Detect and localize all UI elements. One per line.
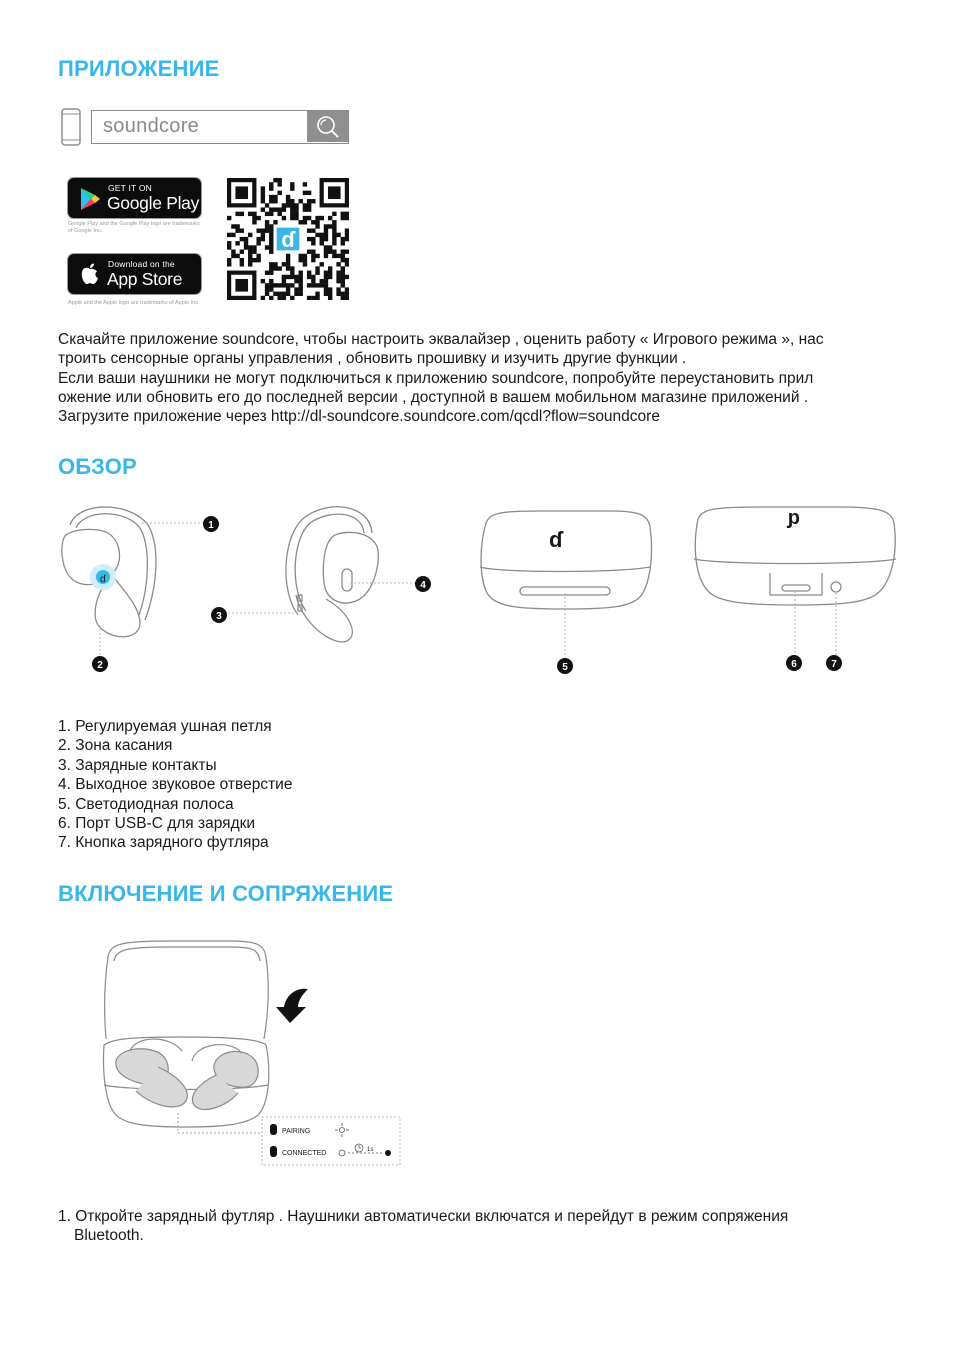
callout-3: 3 — [216, 611, 222, 622]
search-icon — [307, 111, 348, 142]
app-text-line: ожение или обновить его до последней версии , доступной в вашем мобильном магазине приложений . — [58, 388, 809, 406]
section-title-app: ПРИЛОЖЕНИЕ — [58, 56, 220, 81]
soundcore-logo-icon: ɗ — [281, 227, 295, 252]
google-trademark-note: Google Play and the Google Play logo are trademarks of Google Inc. — [68, 221, 200, 234]
step-text-line: Bluetooth. — [74, 1227, 144, 1245]
callout-6: 6 — [791, 659, 797, 670]
list-item: 4. Выходное звуковое отверстие — [58, 776, 293, 794]
app-text-line: Если ваши наушники не могут подключиться к приложению soundcore, попробуйте переустановить прил — [58, 369, 814, 387]
list-item: 7. Кнопка зарядного футляра — [58, 834, 269, 852]
pairing-step-1 — [58, 1207, 908, 1246]
section-title-overview: ОБЗОР — [58, 454, 137, 479]
overview-illustration — [0, 495, 960, 685]
svg-text:ɗ: ɗ — [100, 574, 106, 585]
search-button[interactable] — [307, 111, 348, 142]
callout-2: 2 — [97, 660, 103, 671]
legend-time: 1s — [367, 1147, 374, 1153]
google-play-badge[interactable] — [67, 177, 202, 219]
list-item: 3. Зарядные контакты — [58, 756, 217, 774]
app-text-line: Скачайте приложение soundcore, чтобы настроить эквалайзер , оценить работу « Игрового режима », нас — [58, 331, 824, 348]
search-text: soundcore — [103, 115, 200, 137]
google-play-icon — [78, 187, 102, 211]
qr-code[interactable] — [227, 178, 349, 300]
google-badge-small: GET IT ON — [108, 183, 152, 193]
list-item: 1. Регулируемая ушная петля — [58, 718, 272, 735]
svg-text:ɗ: ɗ — [549, 527, 563, 552]
section-title-pairing: ВКЛЮЧЕНИЕ И СОПРЯЖЕНИЕ — [58, 881, 394, 906]
pairing-illustration — [90, 935, 410, 1170]
app-download-link-line[interactable]: Загрузите приложение через http://dl-soundcore.soundcore.com/qcdl?flow=soundcore — [58, 408, 660, 426]
apple-badge-big: App Store — [107, 269, 183, 289]
callout-1: 1 — [208, 520, 214, 531]
arrow-icon — [276, 989, 308, 1023]
list-item: 5. Светодиодная полоса — [58, 795, 234, 813]
apple-trademark-note: Apple and the Apple logo are trademarks of Apple Inc. — [68, 300, 200, 306]
app-store-badge[interactable] — [67, 253, 202, 295]
bluetooth-icon — [270, 1124, 277, 1157]
phone-icon — [60, 108, 82, 146]
step-text-line: 1. Откройте зарядный футляр . Наушники автоматически включатся и перейдут в режим сопряжения — [58, 1208, 789, 1225]
list-item: 6. Порт USB-C для зарядки — [58, 815, 256, 833]
callout-4: 4 — [420, 580, 426, 591]
app-description — [58, 330, 908, 426]
led-legend — [262, 1117, 400, 1165]
google-badge-big: Google Play — [107, 193, 200, 213]
apple-icon — [79, 262, 101, 288]
svg-text:ɗ: ɗ — [787, 508, 800, 530]
apple-badge-small: Download on the — [108, 259, 175, 269]
callout-7: 7 — [831, 659, 837, 670]
callout-5: 5 — [562, 662, 568, 673]
soundcore-logo-icon — [549, 508, 800, 552]
app-text-line: троить сенсорные органы управления , обновить прошивку и изучить другие функции . — [58, 350, 687, 368]
search-bar[interactable] — [91, 110, 349, 144]
legend-connected-label: CONNECTED — [282, 1150, 327, 1157]
list-item: 2. Зона касания — [58, 737, 173, 755]
legend-pairing-label: PAIRING — [282, 1128, 311, 1135]
overview-parts-list — [58, 717, 292, 853]
